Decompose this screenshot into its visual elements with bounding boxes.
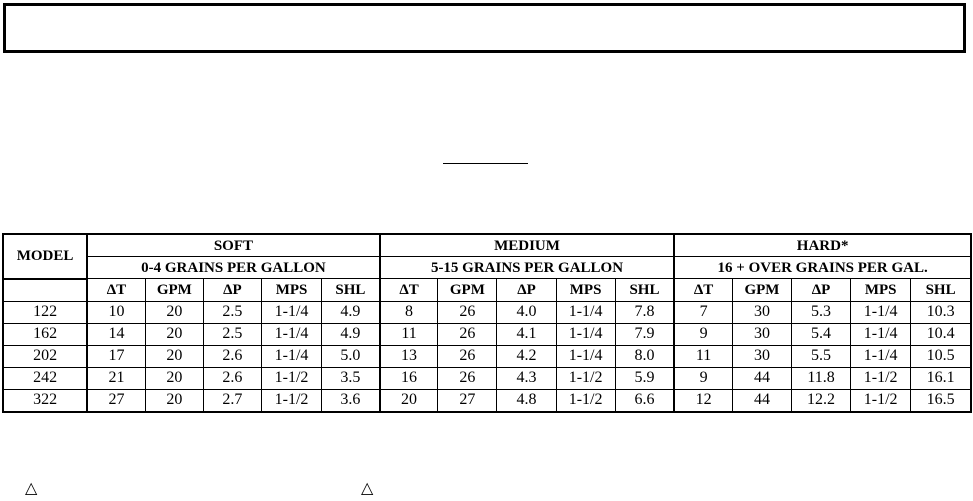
model-cell: 242 <box>3 367 87 389</box>
value-cell: 20 <box>145 345 203 367</box>
value-cell: 1-1/2 <box>851 389 911 412</box>
model-header: MODEL <box>3 234 87 279</box>
value-cell: 16.5 <box>911 389 971 412</box>
value-cell: 1-1/4 <box>851 345 911 367</box>
group-subheader-row <box>3 257 971 279</box>
value-cell: 8 <box>380 301 438 323</box>
value-cell: 20 <box>380 389 438 412</box>
value-cell: 4.1 <box>497 323 556 345</box>
value-cell: 4.2 <box>497 345 556 367</box>
value-cell: 2.6 <box>203 367 261 389</box>
model-cell: 122 <box>3 301 87 323</box>
column-header: ΔP <box>203 279 261 302</box>
water-hardness-spec-table <box>2 233 972 413</box>
value-cell: 1-1/4 <box>851 301 911 323</box>
column-header: GPM <box>438 279 497 302</box>
value-cell: 5.0 <box>322 345 380 367</box>
value-cell: 1-1/2 <box>556 389 615 412</box>
value-cell: 20 <box>145 323 203 345</box>
table-row <box>3 301 971 323</box>
value-cell: 16 <box>380 367 438 389</box>
value-cell: 1-1/2 <box>261 389 321 412</box>
column-header: SHL <box>322 279 380 302</box>
value-cell: 7.9 <box>615 323 674 345</box>
value-cell: 20 <box>145 367 203 389</box>
value-cell: 1-1/4 <box>556 301 615 323</box>
value-cell: 16.1 <box>911 367 971 389</box>
value-cell: 7 <box>674 301 732 323</box>
column-header: ΔP <box>792 279 851 302</box>
column-header: GPM <box>732 279 791 302</box>
value-cell: 26 <box>438 345 497 367</box>
value-cell: 3.6 <box>322 389 380 412</box>
value-cell: 4.3 <box>497 367 556 389</box>
value-cell: 20 <box>145 389 203 412</box>
value-cell: 1-1/4 <box>556 345 615 367</box>
value-cell: 13 <box>380 345 438 367</box>
value-cell: 30 <box>732 323 791 345</box>
value-cell: 44 <box>732 389 791 412</box>
value-cell: 17 <box>87 345 145 367</box>
table-row <box>3 389 971 412</box>
model-cell: 202 <box>3 345 87 367</box>
value-cell: 4.8 <box>497 389 556 412</box>
group-hard-subheader: 16 + OVER GRAINS PER GAL. <box>674 257 971 279</box>
value-cell: 30 <box>732 301 791 323</box>
value-cell: 5.4 <box>792 323 851 345</box>
value-cell: 20 <box>145 301 203 323</box>
value-cell: 7.8 <box>615 301 674 323</box>
group-header-row <box>3 234 971 257</box>
value-cell: 21 <box>87 367 145 389</box>
group-medium-header: MEDIUM <box>380 234 675 257</box>
value-cell: 5.3 <box>792 301 851 323</box>
column-header: GPM <box>145 279 203 302</box>
group-soft-subheader: 0-4 GRAINS PER GALLON <box>87 257 380 279</box>
underline-rule <box>443 163 528 164</box>
value-cell: 6.6 <box>615 389 674 412</box>
value-cell: 26 <box>438 323 497 345</box>
value-cell: 9 <box>674 367 732 389</box>
column-header: MPS <box>261 279 321 302</box>
group-soft-header: SOFT <box>87 234 380 257</box>
column-header: ΔT <box>674 279 732 302</box>
value-cell: 10.5 <box>911 345 971 367</box>
value-cell: 8.0 <box>615 345 674 367</box>
group-medium-subheader: 5-15 GRAINS PER GALLON <box>380 257 675 279</box>
value-cell: 2.5 <box>203 323 261 345</box>
column-header: MPS <box>851 279 911 302</box>
value-cell: 26 <box>438 301 497 323</box>
value-cell: 14 <box>87 323 145 345</box>
delta-legend-symbol-left: △ <box>25 478 38 497</box>
value-cell: 4.0 <box>497 301 556 323</box>
column-header-row <box>3 279 971 302</box>
value-cell: 1-1/4 <box>261 323 321 345</box>
header-title-box <box>3 3 966 53</box>
value-cell: 1-1/4 <box>556 323 615 345</box>
value-cell: 11.8 <box>792 367 851 389</box>
value-cell: 10.4 <box>911 323 971 345</box>
value-cell: 4.9 <box>322 301 380 323</box>
model-cell: 162 <box>3 323 87 345</box>
value-cell: 11 <box>674 345 732 367</box>
column-header: SHL <box>615 279 674 302</box>
table-body <box>3 301 971 412</box>
value-cell: 2.5 <box>203 301 261 323</box>
value-cell: 1-1/4 <box>261 301 321 323</box>
model-cell: 322 <box>3 389 87 412</box>
value-cell: 1-1/2 <box>556 367 615 389</box>
value-cell: 2.6 <box>203 345 261 367</box>
column-header: ΔP <box>497 279 556 302</box>
value-cell: 10.3 <box>911 301 971 323</box>
value-cell: 2.7 <box>203 389 261 412</box>
model-header-spacer <box>3 279 87 302</box>
value-cell: 10 <box>87 301 145 323</box>
value-cell: 11 <box>380 323 438 345</box>
value-cell: 44 <box>732 367 791 389</box>
value-cell: 4.9 <box>322 323 380 345</box>
table-row <box>3 367 971 389</box>
group-hard-header: HARD* <box>674 234 971 257</box>
value-cell: 26 <box>438 367 497 389</box>
column-header: ΔT <box>380 279 438 302</box>
value-cell: 5.5 <box>792 345 851 367</box>
value-cell: 27 <box>87 389 145 412</box>
value-cell: 9 <box>674 323 732 345</box>
value-cell: 30 <box>732 345 791 367</box>
value-cell: 12.2 <box>792 389 851 412</box>
value-cell: 27 <box>438 389 497 412</box>
value-cell: 1-1/2 <box>261 367 321 389</box>
value-cell: 5.9 <box>615 367 674 389</box>
column-header: ΔT <box>87 279 145 302</box>
value-cell: 1-1/4 <box>261 345 321 367</box>
table-row <box>3 323 971 345</box>
column-header: MPS <box>556 279 615 302</box>
value-cell: 12 <box>674 389 732 412</box>
value-cell: 1-1/4 <box>851 323 911 345</box>
delta-legend-symbol-right: △ <box>361 478 374 497</box>
table-row <box>3 345 971 367</box>
column-header: SHL <box>911 279 971 302</box>
value-cell: 3.5 <box>322 367 380 389</box>
value-cell: 1-1/2 <box>851 367 911 389</box>
